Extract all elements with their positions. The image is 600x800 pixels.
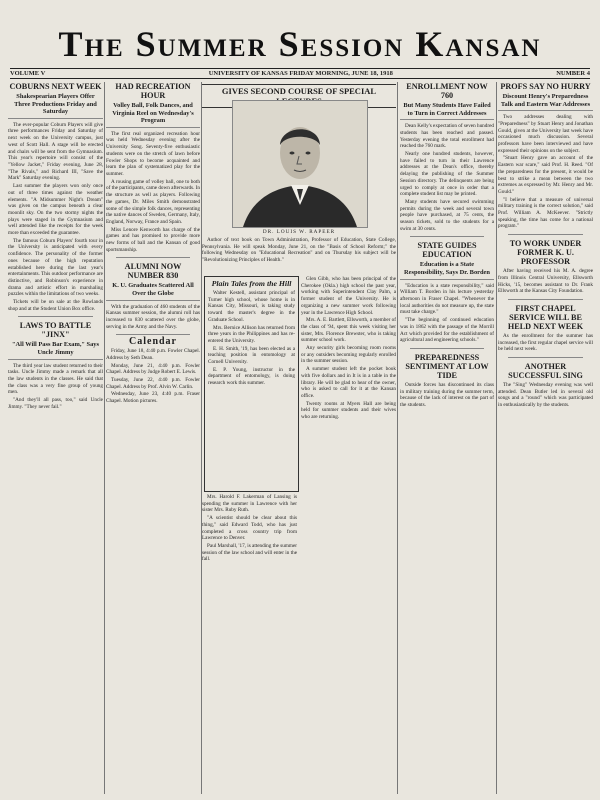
paragraph: Tickets will be on sale at the Rowlands shop and at the Student Union Box office. [8, 299, 103, 312]
column-rule [104, 82, 105, 794]
article-headline: TO WORK UNDER FORMER K. U. PROFESSOR [509, 239, 582, 267]
paragraph: "The beginning of continued education was in 1862 with the passage of the Morrill Act which provided for the establishment of agricultural and engineering schools." [400, 317, 494, 344]
paragraph: The third year law student returned to their tasks. Uncle Jimmy made a remark that all the law students in the classes. He said that the class was a very fine group of young men. [8, 362, 103, 396]
article-subhead: "All Will Pass Bar Exam," Says Uncle Jimmy [8, 341, 103, 359]
article-headline: PREPAREDNESS SENTIMENT AT LOW TIDE [405, 352, 489, 380]
column-1 [8, 82, 103, 794]
column-6 [498, 82, 593, 794]
paragraph: Miss Lenore Kenworth has charge of the games and has promised to provide more new forms of ball and the Kansan of good sportsmanship. [106, 226, 200, 253]
article-subhead: Discount Henry's Preparedness Talk and Eastern War Addresses [498, 93, 593, 111]
column-2 [106, 82, 200, 794]
portrait-illustration [233, 101, 367, 227]
article-headline: ENROLLMENT NOW 760 [406, 82, 488, 100]
calendar-item: Tuesday, June 22, 4:40 p.m. Fowler Chapel. Address by Prof. Alvin W. Carlin. [106, 376, 200, 390]
paragraph: The ever-popular Coburn Players will give three performances Friday and Saturday of next week on the University campus, just west of Scott Hall. A stage will be erected and chairs will be sent from the Gymnasium. This year's repertoire will consist of the "Yellow Jacket," Friday evening, June 28, "The Rivals," and Richard III, "Save the Mark" Saturday evening. [8, 121, 103, 182]
plain-tales-box [204, 276, 299, 492]
paragraph: E. P. Young, instructor in the department of entomology, is doing research work this summer. [208, 366, 295, 387]
article-subhead: K. U. Graduates Scattered All Over the Globe [106, 282, 200, 300]
paragraph: Mrs. Bernice Allison has returned from three years in the Philippines and has re-entered the University. [208, 324, 295, 344]
paragraph: E. H. Smith, '19, has been elected as a teaching position in entomology at Cornell University. [208, 345, 295, 366]
paragraph: "I believe that a measure of universal military training is the correct solution," said Prof. William A. McKeever. "Strictly speaking, the time has come for a national program." [498, 196, 593, 230]
article-headline: LAWS TO BATTLE "JINX" [19, 321, 92, 340]
article-headline: COBURNS NEXT WEEK [9, 82, 102, 91]
calendar-title: Calendar [129, 336, 177, 348]
divider [410, 236, 484, 237]
portrait-caption: DR. LOUIS W. RAPEER [262, 229, 336, 235]
portrait-photo [232, 100, 368, 228]
article-headline: HAD RECREATION HOUR [115, 82, 191, 100]
calendar-item: Monday, June 21, 4:40 p.m. Fowler Chapel. Address by Judge Robert E. Lewis. [106, 362, 200, 376]
volume-label: VOLUME V [10, 70, 46, 77]
paragraph: "Stuart Henry gave an account of the Eastern war scare," said Prof. H. Reed. "Of the preparedness for the present, it would be best to strike a mean between the two extremes as expressed by Mr. Henry and Mr. Gould." [498, 155, 593, 195]
article-headline: STATE GUIDES EDUCATION [417, 241, 477, 260]
divider [116, 334, 190, 335]
divider [508, 299, 583, 300]
paragraph: Glen Gibb, who has been principal of the Cherokee (Okla.) high school the past year, working with Superintendent Clay Palm, a former student of the University. He is organizing a new summer work following year in the Lawrence High School. [301, 276, 396, 316]
calendar-item: Friday, June 18, 4:40 p.m. Fowler Chapel. Address by Seth Dean. [106, 348, 200, 361]
paragraph: The "Sing" Wednesday evening was well attended. Dean Butler led in several old songs and a "round" which was participated in enthusiastically by the students. [498, 382, 593, 409]
column-4 [301, 276, 396, 794]
paragraph: As the enrollment for the summer has increased, the first regular chapel service will be held next week. [498, 332, 593, 353]
paragraph: Author of text book on Town Administration, Professor of Education, State College, Pennsylvania. He will speak Monday, June 21, on the "Basis of School Reform;" the following Wednesday on "Educational Recreation" and on Thursday his subject will be "Revolutionizing Principles of Health." [202, 237, 396, 264]
paragraph: Last summer the players won only once out of three times against the weather elements. "A Midsummer Night's Dream" was given on the campus beneath a clear moonlit sky. On the two stormy nights the plays were staged in the Gymnasium and well attended like the receipts for the week more than exceeded the guarantee. [8, 183, 103, 237]
divider [116, 257, 190, 258]
paragraph: Mrs. Harold F. Lakerman of Lansing is spending the summer in Lawrence with her sister Mrs. Ruby Ruth. [202, 494, 297, 514]
paragraph: Paul Marshall, '17, is attending the summer session of the law school and will enter in the fall. [202, 542, 297, 563]
column-3-lower [202, 494, 297, 794]
calendar-item: Wednesday, June 23, 4:40 p.m. Fraser Chapel. Motion pictures. [106, 391, 200, 405]
paragraph: Dean Kelly's expectation of seven hundred students has been reached and passed. Yesterday evening the total enrollment had reached the 760 mark. [400, 123, 494, 150]
paragraph: With the graduation of 460 students of the Kansas summer session, the alumni roll has increased to 830 scattered over the globe, serving in the Army and the Navy. [106, 303, 200, 330]
paragraph: A rousing game of volley ball, one to both of the participants, came down afterwards. In the structure as well as players. Following the games, Dr. Miles Smith demonstrated some of the simple folk dances, representing the native dances of Sweden, Germany, Italy, England, Norway, France and Spain. [106, 178, 200, 225]
paragraph: Any security girls becoming room rooms or any outsiders becoming regularly enrolled in the summer session. [301, 345, 396, 365]
article-subhead: Shakespearian Players Offer Three Productions Friday and Saturday [8, 93, 103, 119]
center-headline: GIVES SECOND COURSE OF SPECIAL [202, 84, 396, 108]
paragraph: After having received his M. A. degree from Illinois Central University, Ellsworth Hicks, '15, becomes assistant to Dr. Frank Ellsworth at the Kansas City Foundation. [498, 268, 593, 295]
article-headline: ANOTHER SUCCESSFUL SING [508, 362, 583, 381]
column-5 [400, 82, 494, 794]
masthead-title: The Summer Session Kansan [58, 24, 542, 64]
divider [18, 316, 93, 317]
paragraph: Many students have secured swimming permits during the week and several town people have purchased, at 75 cents, the season tickets, sold to the students for a swim at 30 cents. [400, 198, 494, 232]
paragraph: Mrs. A. E. Bartlett, Ellsworth, a member of the class of '94, spent this week visiting her sister, Mrs. Florence Brewster, who is taking summer school work. [301, 317, 396, 344]
article-headline: PROFS SAY NO HURRY [500, 82, 591, 91]
article-subhead: Volley Ball, Folk Dances, and Virginia Reel on Wednesday's Program [106, 102, 200, 128]
paragraph: The famous Coburn Players' fourth tour in the University is anticipated with every confidence. The personality of the former ones because of the high reputation established here during the last year's entertainments. This outdoor performance are distinctive, and Robinson's experience in drama and artistic effort in marshaling puzzles within the limitations of two weeks. [8, 237, 103, 298]
dateline [10, 68, 590, 79]
paragraph: The first real organized recreation hour was held Wednesday evening after the University Song. Seventy-five enthusiastic students were on the stretch of lawn before Fowler Shops to become acquainted and learn the plan of systematized play for the summer. [106, 130, 200, 177]
lecturer-intro [202, 237, 396, 273]
paragraph: Walter Kestell, assistant principal of Turner high school, whose home is in Kansas City, Missouri, is taking study toward the master's degree in the Graduate School. [208, 290, 295, 323]
paragraph: Twenty rooms at Myers Hall are being held for summer students and their wives who are returning. [301, 400, 396, 421]
column-rule [397, 82, 398, 794]
paragraph: Outside forces has discontinued its class in military training during the summer term, because of the lack of interest on the part of the students. [400, 381, 494, 409]
column-rule [496, 82, 497, 794]
date-info: UNIVERSITY OF KANSAS FRIDAY MORNING, JUNE 18, 1918 [208, 70, 393, 77]
divider [508, 357, 583, 358]
article-headline: ALUMNI NOW NUMBER 830 [124, 262, 182, 281]
divider [508, 234, 583, 235]
paragraph: Nearly one hundred students, however, have failed to turn in their Lawrence addresses at the Dean's office, thereby delaying the publishing of the Summer Session directory. The delinquents are being urged to comply at once in order that a complete student list may be printed. [400, 151, 494, 198]
article-headline: FIRST CHAPEL SERVICE WILL BE HELD NEXT WEEK [507, 303, 584, 331]
paragraph: A summer student left the pocket book with five dollars and in It is in a table in the library. He will be glad to hear of the owner, who is asked to call for it at the Kansan office. [301, 366, 396, 399]
paragraph: "And they'll all pass, too," said Uncle Jimmy. "They never fail." [8, 397, 103, 410]
issue-number: NUMBER 4 [556, 70, 590, 77]
article-subhead: Education is a State Responsibility, Says Dr. Borden [400, 261, 494, 279]
paragraph: "A scientist should be clear about this thing," said Edward Todd, who has just completed a cross country trip from Lawrence to Denver. [202, 515, 297, 542]
paragraph: "Education is a state responsibility," said William T. Borden in his lecture yesterday afternoon in Fraser Chapel. "Whenever the local authorities do not measure up, the state must take charge." [400, 282, 494, 316]
divider [410, 348, 484, 349]
article-subhead: But Many Students Have Failed to Turn in Correct Addresses [400, 102, 494, 120]
article-body [8, 122, 103, 313]
paragraph: Two addresses dealing with "Preparedness" by Stuart Henry and Jonathan Gould, given at the University last week have occasioned much discussion. Several professors have been interviewed and have expressed their opinions on the subject. [498, 114, 593, 154]
box-headline: Plain Tales from the Hill [211, 279, 292, 288]
